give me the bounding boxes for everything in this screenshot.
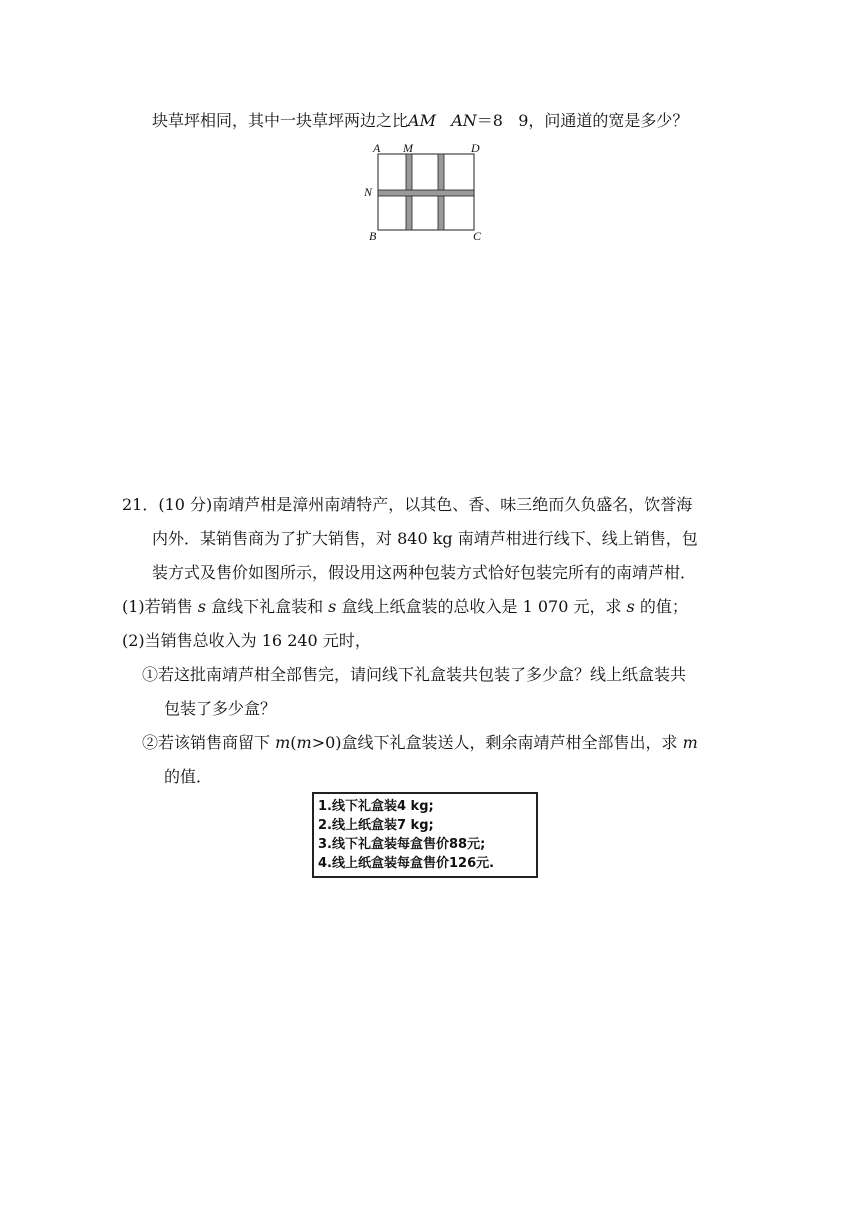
q21-sub1-line-1: ①若这批南靖芦柑全部售完，请问线下礼盒装共包装了多少盒？线上纸盒装共 [142, 665, 687, 684]
q21-line-3: 装方式及售价如图所示，假设用这两种包装方式恰好包装完所有的南靖芦柑． [152, 563, 697, 582]
q20-text: 块草坪相同，其中一块草坪两边之比 [152, 111, 409, 130]
var-m: m [275, 733, 291, 752]
label-a: A [373, 142, 381, 155]
var-an: AN [451, 111, 477, 130]
info-item: 4.线上纸盒装每盒售价126元. [318, 856, 495, 871]
var-m: m [296, 733, 312, 752]
q21-line-2: 内外．某销售商为了扩大销售，对 840 kg 南靖芦柑进行线下、线上销售，包 [152, 529, 698, 548]
packaging-info-box [312, 792, 538, 878]
part1-text-c: 盒线上纸盒装的总收入是 1 070 元，求 [336, 597, 627, 616]
part1-text-b: 盒线下礼盒装和 [205, 597, 329, 616]
var-s: s [197, 597, 206, 616]
q21-sub1-line-2: 包装了多少盒？ [164, 699, 277, 718]
label-n: N [364, 185, 373, 199]
q21-line-1: 21．(10 分)南靖芦柑是漳州南靖特产，以其色、香、味三绝而久负盛名，饮誉海 [122, 495, 693, 514]
lawn-road-figure [360, 142, 490, 244]
info-item: 3.线下礼盒装每盒售价88元; [318, 837, 486, 852]
sub2-text-b: ( [290, 733, 297, 752]
var-s: s [626, 597, 635, 616]
sub2-text-c: >0)盒线下礼盒装送人，剩余南靖芦柑全部售出，求 [311, 733, 683, 752]
q20-tail-line [152, 111, 688, 131]
label-c: C [473, 229, 482, 243]
part1-text-a: (1)若销售 [122, 597, 198, 616]
info-item: 2.线上纸盒装7 kg; [318, 818, 434, 833]
part1-text-d: 的值； [634, 597, 688, 616]
label-m: M [403, 142, 413, 155]
q21-sub2-line-2: 的值． [164, 767, 213, 786]
info-item: 1.线下礼盒装4 kg; [318, 799, 434, 814]
var-am: AM [408, 111, 436, 130]
label-b: B [369, 229, 377, 243]
q20-ratio-question: ＝8 9，问通道的宽是多少？ [476, 111, 689, 130]
var-m: m [682, 733, 698, 752]
label-d: D [471, 142, 480, 155]
sub2-text-a: ②若该销售商留下 [142, 733, 276, 752]
q21-sub2-line-1 [142, 733, 698, 753]
q21-part-2: (2)当销售总收入为 16 240 元时， [122, 631, 371, 650]
horizontal-road [378, 190, 474, 196]
q21-part-1 [122, 597, 688, 617]
var-s: s [328, 597, 337, 616]
